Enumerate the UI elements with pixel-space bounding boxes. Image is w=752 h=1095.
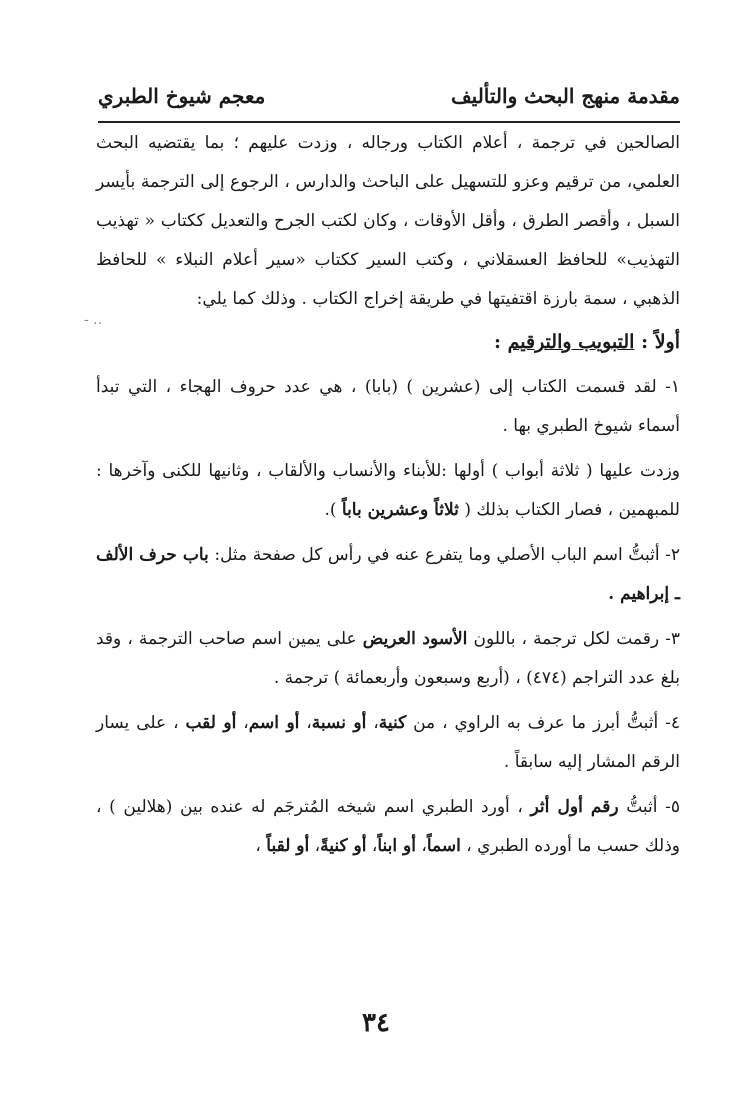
item-3 xyxy=(96,620,680,698)
item-5-bold-1: رقم أول أثر xyxy=(530,797,619,817)
page-number: ٣٤ xyxy=(362,1008,390,1038)
item-1: ١- لقد قسمت الكتاب إلى (عشرين ) (بابا) ، هي عدد حروف الهجاء ، التي تبدأ أسماء شيوخ الطبري بها . xyxy=(96,377,680,436)
section-heading xyxy=(96,323,680,362)
heading-main: التبويب والترقيم xyxy=(507,331,635,353)
running-title-right: مقدمة منهج البحث والتأليف xyxy=(450,84,680,108)
item-5-mid: ، أورد الطبري اسم شيخه المُترجَم له عنده بين (هلالين ) ، وذلك حسب ما أورده الطبري ، xyxy=(96,797,680,856)
margin-mark: - .. xyxy=(84,312,103,328)
item-3-bold: الأسود العريض xyxy=(362,629,468,649)
intro-paragraph: الصالحين في ترجمة ، أعلام الكتاب ورجاله ، وزدت عليهم ؛ بما يقتضيه البحث العلمي، من ترقيم وعزو للتسهيل على الباحث والدارس ، الرجوع إلى الترجمة بأيسر السبل ، وأقصر الطرق ، وأقل الأوقات ، وكان لكتب الجرح والتعديل ككتاب « تهذيب التهذيب» للحافظ العسقلاني ، وكتب السير ككتاب «سير أعلام النبلاء » للحافظ الذهبي ، سمة بارزة اقتفيتها في طريقة إخراج الكتاب . وذلك كما يلي: xyxy=(96,133,680,309)
item-5-bold-5: أو لقباً xyxy=(266,836,310,856)
item-5-start: ٥- أثبتُّ xyxy=(626,797,681,817)
item-5-bold-2: اسماً xyxy=(426,836,461,856)
item-4-bold-1: كنية xyxy=(378,713,407,733)
item-1b-start: وزدت عليها ( ثلاثة أبواب ) أولها :للأبناء والأنساب والألقاب ، وثانيها للكنى وآخرها : للمبهمين ، فصار الكتاب بذلك ( xyxy=(96,461,680,520)
item-3-start: ٣- رقمت لكل ترجمة ، باللون xyxy=(473,629,681,649)
heading-prefix: أولاً : xyxy=(641,331,680,353)
item-3-end: على يمين اسم صاحب الترجمة ، وقد بلغ عدد التراجم (٤٧٤) ، (أربع وسبعون وأربعمائة ) ترجمة . xyxy=(96,629,680,688)
page-header xyxy=(98,78,680,118)
item-5-bold-4: أو كنيةً xyxy=(320,836,367,856)
item-4-end: ، على يسار الرقم المشار إليه سابقاً . xyxy=(96,713,680,772)
item-5: ٥- أثبتُّ رقم أول أثر ، أورد الطبري اسم شيخه المُترجَم له عنده بين (هلالين ) ، وذلك حسب ما أورده الطبري ، اسماً، أو ابناً، أو كنيةً، أو لقباً ، xyxy=(96,797,681,856)
item-4-bold-4: أو لقب xyxy=(185,713,237,733)
running-title-left: معجم شيوخ الطبري xyxy=(98,84,266,108)
item-5-tail: ، xyxy=(255,836,261,856)
item-2-bold: باب حرف الألف ـ إبراهيم . xyxy=(96,545,680,604)
page-body xyxy=(96,124,680,866)
item-4-bold-3: أو اسم xyxy=(248,713,300,733)
item-4: ٤- أثبتُّ أبرز ما عرف به الراوي ، من كنية، أو نسبة، أو اسم، أو لقب ، على يسار الرقم المشار إليه سابقاً . xyxy=(96,713,680,772)
item-2 xyxy=(96,536,680,614)
item-2-start: ٢- أثبتُّ اسم الباب الأصلي وما يتفرع عنه في رأس كل صفحة مثل: xyxy=(214,545,681,565)
item-4-start: ٤- أثبتُّ أبرز ما عرف به الراوي ، من xyxy=(413,713,680,733)
item-1b xyxy=(96,452,680,530)
item-4-bold-2: أو نسبة xyxy=(311,713,367,733)
header-rule xyxy=(98,121,680,123)
heading-suffix: : xyxy=(493,331,501,353)
item-1b-end: ). xyxy=(324,500,337,520)
item-1b-bold: ثلاثاً وعشرين باباً xyxy=(341,500,459,520)
item-5-bold-3: أو ابناً xyxy=(377,836,416,856)
